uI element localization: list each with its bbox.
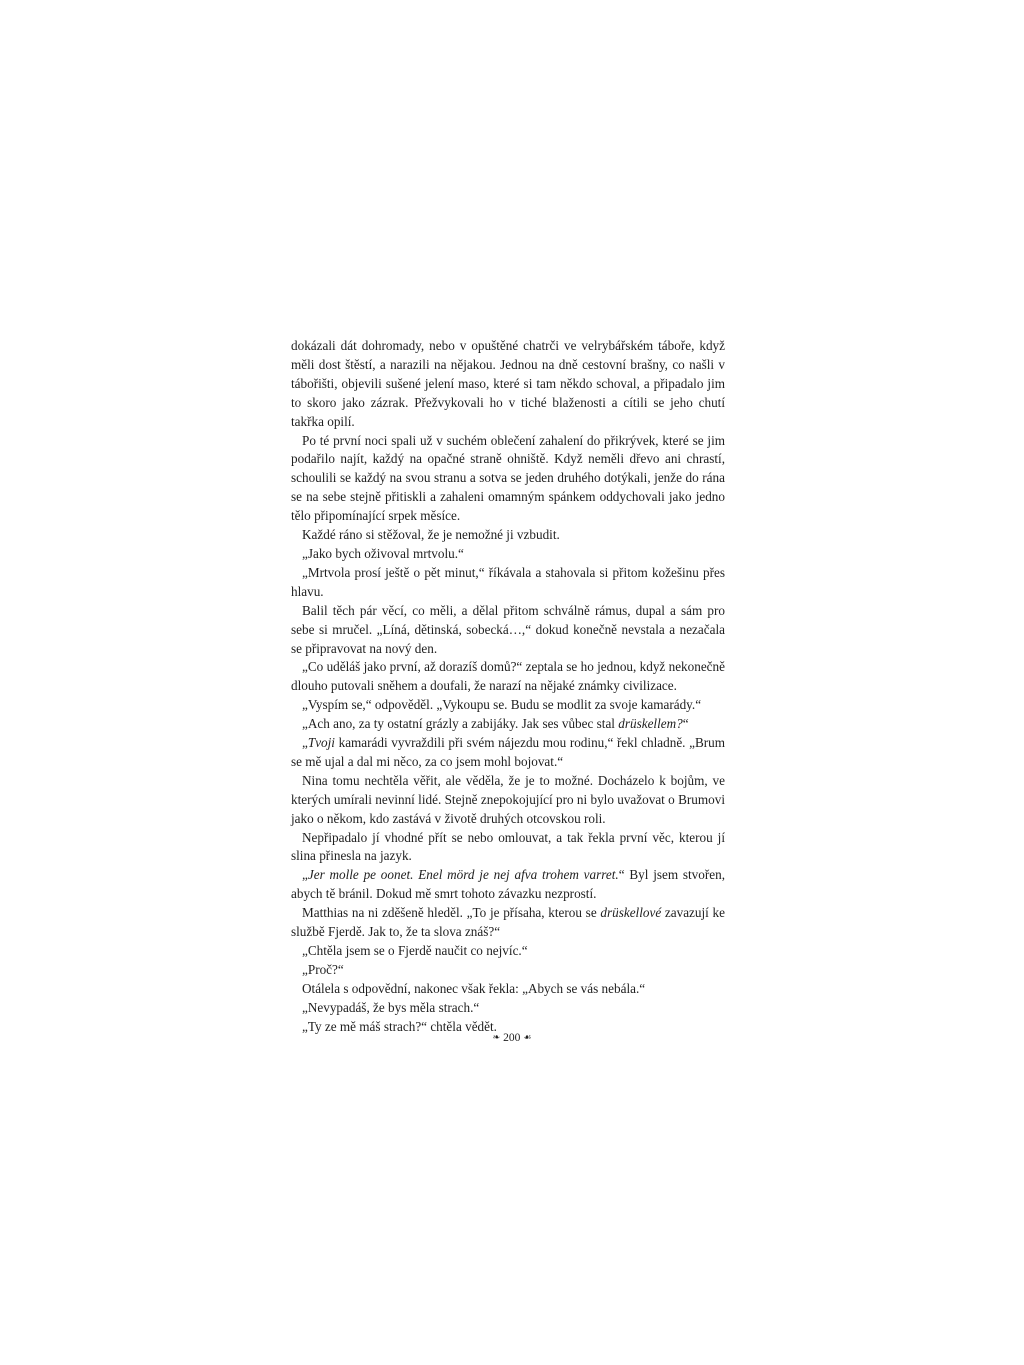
text-run: “ bbox=[682, 716, 689, 732]
text-run: „Co uděláš jako první, až dorazíš domů?“ zeptala se ho jednou, když nekonečně dlouho putovali sněhem a doufali, že narazí na nějaké známky civilizace. bbox=[291, 659, 725, 694]
paragraph bbox=[291, 999, 725, 1018]
text-run: „Chtěla jsem se o Fjerdě naučit co nejvíc.“ bbox=[302, 943, 528, 958]
paragraph bbox=[291, 866, 725, 904]
italic-text: drüskellem? bbox=[618, 716, 683, 732]
text-run: „Nevypadáš, že bys měla strach.“ bbox=[302, 999, 480, 1015]
paragraph bbox=[291, 696, 725, 715]
text-run: „Jako bych oživoval mrtvolu.“ bbox=[302, 545, 464, 561]
text-run: „ bbox=[302, 735, 308, 751]
italic-text: Tvoji bbox=[307, 735, 335, 751]
paragraph bbox=[291, 904, 725, 942]
paragraph bbox=[291, 526, 725, 545]
text-run: kamarádi vyvraždili při svém nájezdu mou rodinu,“ řekl chladně. „Brum se mě ujal a dal mi něco, za co jsem mohl bojovat.“ bbox=[291, 735, 725, 769]
paragraph bbox=[291, 602, 725, 659]
paragraph bbox=[291, 772, 725, 829]
text-run: “ Byl jsem stvořen, abych tě bránil. Dokud mě smrt tohoto závazku nezprostí. bbox=[291, 867, 726, 902]
body-text bbox=[291, 337, 725, 1037]
text-run: Po té první noci spali už v suchém oblečení zahalení do přikrývek, které se jim podařilo najít, každý na opačné straně ohniště. Když neměli dřevo ani chrastí, schoulili se každý na svou stranu a sotva se jeden druhého dotýkali, jenže do rána se na sebe stejně přitiskli a zahaleni omamným spánkem oddychovali jako jedno tělo připomínající srpek měsíce. bbox=[291, 432, 725, 524]
paragraph bbox=[291, 658, 725, 696]
text-run: Otálela s odpovědní, nakonec však řekla: „Abych se vás nebála.“ bbox=[302, 980, 646, 996]
text-run: „Proč?“ bbox=[302, 961, 344, 977]
paragraph bbox=[291, 961, 725, 980]
italic-text: Jer molle pe oonet. Enel mörd je nej afva trohem varret. bbox=[307, 867, 619, 883]
text-run: „ bbox=[302, 867, 308, 883]
text-run: Nepřipadalo jí vhodné přít se nebo omlouvat, a tak řekla první věc, kterou jí slina přinesla na jazyk. bbox=[291, 829, 725, 864]
text-run: Každé ráno si stěžoval, že je nemožné ji vzbudit. bbox=[302, 527, 560, 543]
text-run: „Mrtvola prosí ještě o pět minut,“ říkávala a stahovala si přitom kožešinu přes hlavu. bbox=[291, 564, 725, 599]
fleuron-left-icon: ❧ bbox=[492, 1032, 501, 1042]
paragraph bbox=[291, 432, 725, 527]
text-run: Balil těch pár věcí, co měli, a dělal přitom schválně rámus, dupal a sám pro sebe si mručel. „Líná, dětinská, sobecká…,“ dokud konečně nevstala a nezačala se připravovat na nový den. bbox=[291, 602, 725, 656]
text-run: „Ach ano, za ty ostatní grázly a zabijáky. Jak ses vůbec stal bbox=[302, 716, 619, 732]
text-run: zavazují ke službě Fjerdě. Jak to, že ta slova znáš?“ bbox=[291, 905, 725, 940]
text-run: „Ty ze mě máš strach?“ chtěla vědět. bbox=[302, 1018, 497, 1034]
page-number: 200 bbox=[503, 1032, 521, 1044]
paragraph bbox=[291, 942, 725, 961]
paragraph bbox=[291, 980, 725, 999]
paragraph bbox=[291, 337, 725, 432]
paragraph bbox=[291, 545, 725, 564]
paragraph bbox=[291, 715, 725, 734]
paragraph bbox=[291, 829, 725, 867]
text-run: Matthias na ni zděšeně hleděl. „To je přísaha, kterou se bbox=[302, 905, 601, 921]
italic-text: drüskellové bbox=[600, 905, 662, 921]
text-run: dokázali dát dohromady, nebo v opuštěné chatrči ve velrybářském táboře, když měli dost štěstí, a narazili na nějakou. Jednou na dně cestovní brašny, co našli v tábořišti, objevili sušené jelení maso, které si tam někdo schoval, a připadalo jim to skoro jako zázrak. Přežvykovali ho v tiché blaženosti a cítili se jeho chutí takřka opilí. bbox=[291, 338, 725, 429]
page-footer bbox=[0, 1032, 1024, 1044]
text-run: Nina tomu nechtěla věřit, ale věděla, že je to možné. Docházelo k bojům, ve kterých umírali nevinní lidé. Stejně znepokojující pro ni bylo uvažovat o Brumovi jako o někom, kdo zastává v životě druhých otcovskou roli. bbox=[291, 772, 725, 826]
paragraph bbox=[291, 734, 725, 772]
paragraph bbox=[291, 564, 725, 602]
fleuron-right-icon: ☙ bbox=[523, 1032, 532, 1042]
text-run: „Vyspím se,“ odpověděl. „Vykoupu se. Budu se modlit za svoje kamarády.“ bbox=[302, 697, 702, 713]
